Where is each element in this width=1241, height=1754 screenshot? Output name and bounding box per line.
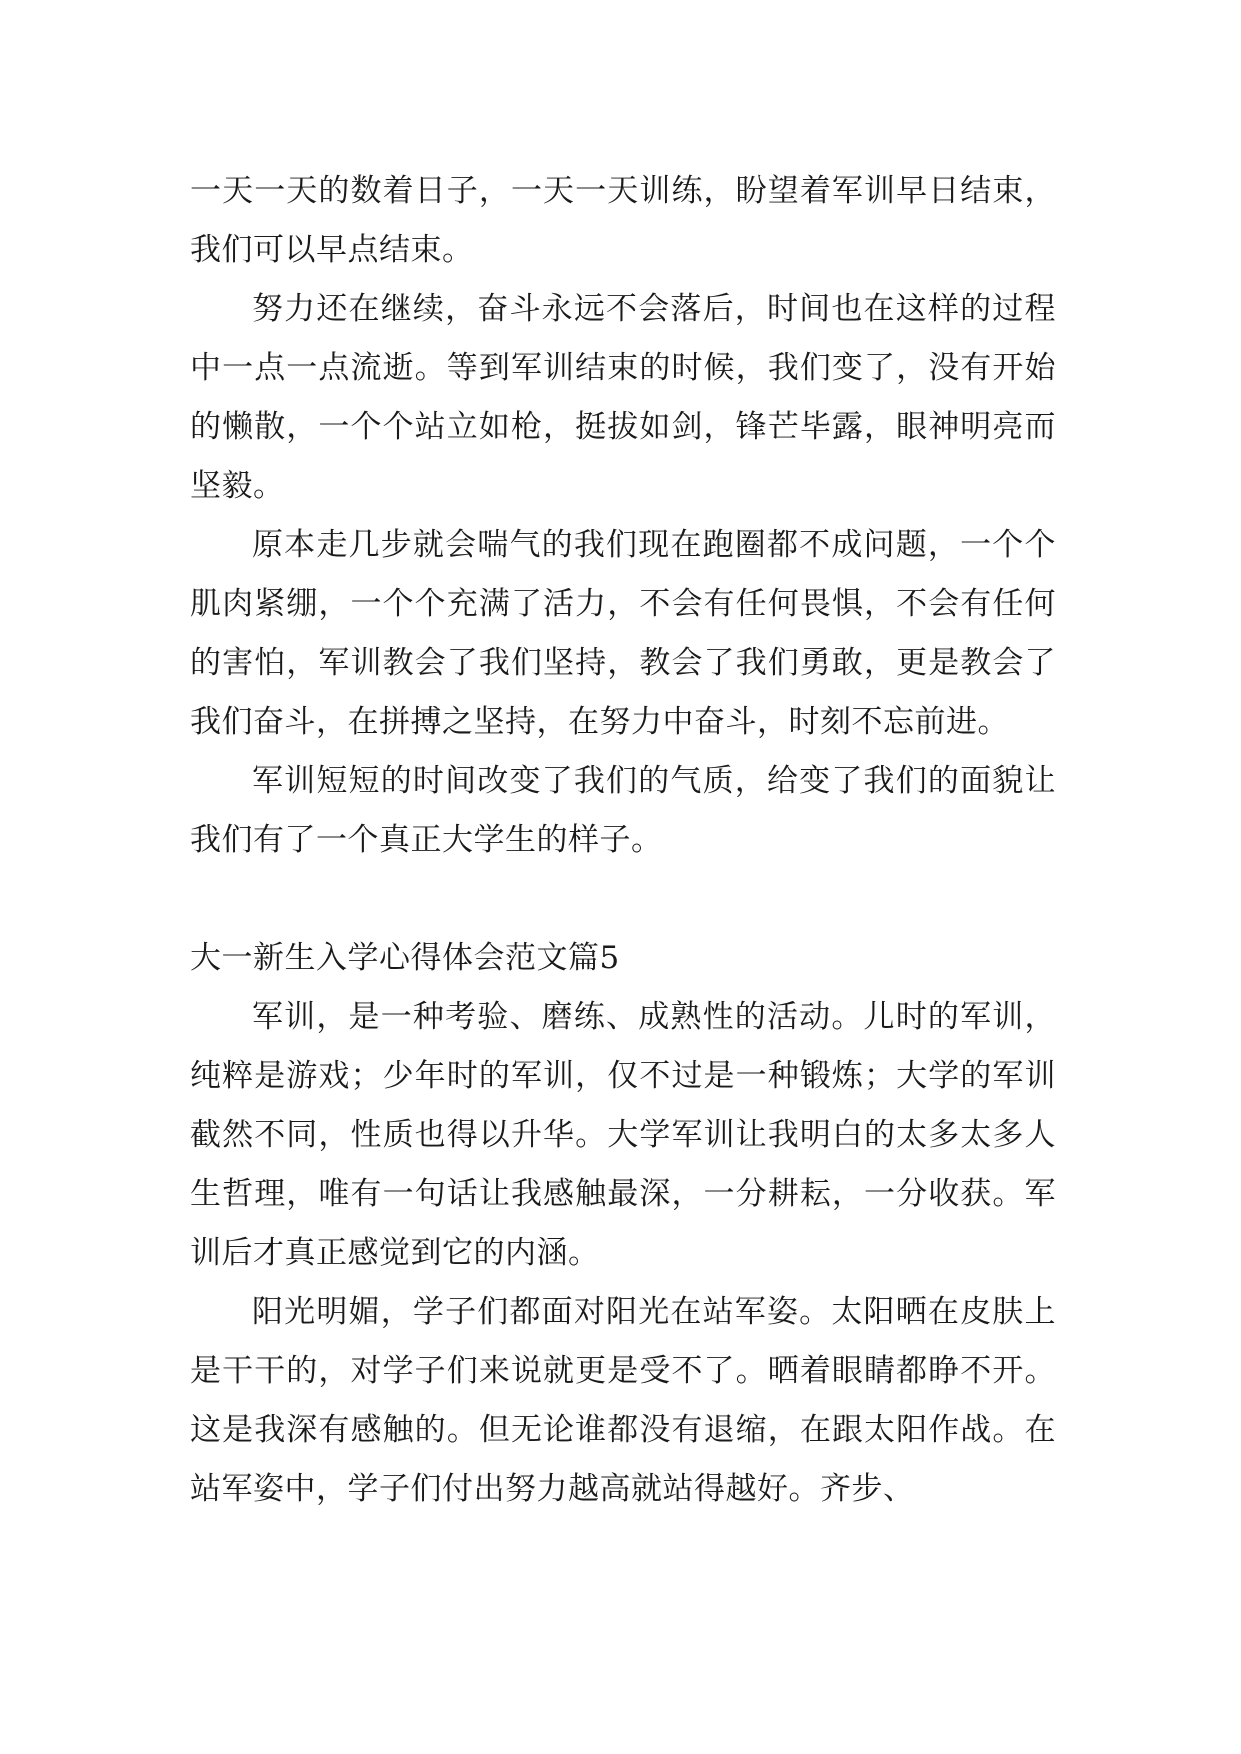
- paragraph: 阳光明媚，学子们都面对阳光在站军姿。太阳晒在皮肤上是干干的，对学子们来说就更是受不了。晒着眼睛都睁不开。这是我深有感触的。但无论谁都没有退缩，在跟太阳作战。在站军姿中，学子们付出努力越高就站得越好。齐步、: [190, 1294, 1056, 1507]
- paragraph: 军训短短的时间改变了我们的气质，给变了我们的面貌让我们有了一个真正大学生的样子。: [190, 763, 1056, 858]
- paragraph: 军训，是一种考验、磨练、成熟性的活动。儿时的军训，纯粹是游戏；少年时的军训，仅不过是一种锻炼；大学的军训截然不同，性质也得以升华。大学军训让我明白的太多太多人生哲理，唯有一句话让我感触最深，一分耕耘，一分收获。军训后才真正感觉到它的内涵。: [190, 999, 1056, 1271]
- document-body: [190, 162, 1056, 1519]
- paragraph: 努力还在继续，奋斗永远不会落后，时间也在这样的过程中一点一点流逝。等到军训结束的时候，我们变了，没有开始的懒散，一个个站立如枪，挺拔如剑，锋芒毕露，眼神明亮而坚毅。: [190, 291, 1056, 504]
- paragraph-continued: 一天一天的数着日子，一天一天训练，盼望着军训早日结束，我们可以早点结束。: [190, 173, 1056, 268]
- section-heading: 大一新生入学心得体会范文篇5: [190, 940, 620, 976]
- paragraph: 原本走几步就会喘气的我们现在跑圈都不成问题，一个个肌肉紧绷，一个个充满了活力，不会有任何畏惧，不会有任何的害怕，军训教会了我们坚持，教会了我们勇敢，更是教会了我们奋斗，在拼搏之坚持，在努力中奋斗，时刻不忘前进。: [190, 527, 1056, 740]
